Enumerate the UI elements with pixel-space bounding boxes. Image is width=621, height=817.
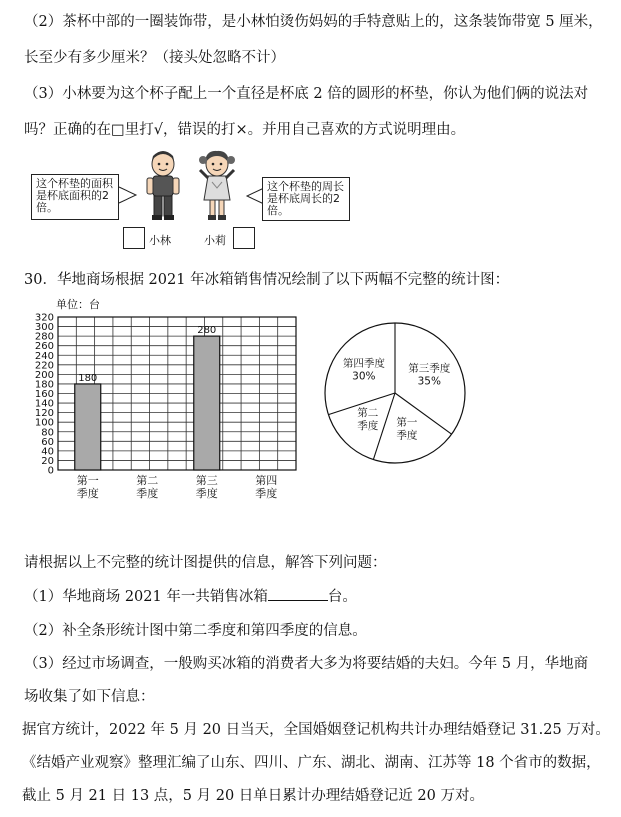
x-tick-label: 第三	[195, 474, 218, 487]
q30-sub1-text-a: （1）华地商场 2021 年一共销售冰箱	[24, 589, 268, 605]
y-tick-label: 240	[34, 350, 54, 362]
y-tick-label: 140	[34, 398, 54, 410]
q30-sub3-line2: 场收集了如下信息：	[24, 689, 155, 705]
y-tick-label: 300	[34, 322, 54, 334]
y-tick-label: 120	[34, 408, 54, 420]
pie-slice-label: 第一	[396, 416, 418, 429]
label-xiaoli: 小莉	[204, 234, 226, 247]
bar	[194, 336, 220, 470]
x-tick-label: 季度	[195, 487, 218, 500]
y-tick-label: 160	[34, 389, 54, 400]
x-tick-label: 第四	[255, 474, 278, 487]
answer-blank[interactable]	[268, 586, 328, 601]
q30-intro: 30．华地商场根据 2021 年冰箱销售情况绘制了以下两幅不完整的统计图：	[24, 272, 510, 288]
bubble-left-line: 倍。	[36, 201, 58, 214]
y-tick-label: 260	[34, 341, 54, 353]
pie-slice-label: 第三季度	[408, 362, 451, 375]
x-tick-label: 季度	[255, 487, 278, 500]
speech-bubble-left	[31, 174, 119, 220]
bubble-right-line: 是杯底周长的2	[267, 192, 340, 205]
y-tick-label: 40	[41, 446, 54, 458]
q30-info2-line1: 《结婚产业观察》整理汇编了山东、四川、广东、湖北、湖南、江苏等 18 个省市的数据，	[22, 755, 601, 771]
pie-slice-label: 35%	[417, 375, 441, 388]
x-tick-label: 季度	[136, 487, 159, 500]
pie-slice-label: 季度	[396, 429, 418, 442]
pie-slice-label: 30%	[352, 370, 376, 383]
y-tick-label: 200	[34, 369, 54, 381]
pie-slice-label: 第四季度	[342, 357, 385, 370]
label-xiaolin: 小林	[149, 234, 171, 247]
y-tick-label: 60	[41, 436, 54, 448]
y-tick-label: 80	[41, 427, 54, 439]
unit-label: 单位：台	[56, 298, 100, 311]
q30-sub2: （2）补全条形统计图中第二季度和第四季度的信息。	[24, 623, 367, 639]
girl-figure-icon	[197, 150, 237, 222]
speech-bubble-right	[262, 177, 350, 221]
bar-data-label: 180	[78, 372, 98, 384]
q30-info1: 据官方统计，2022 年 5 月 20 日当天，全国婚姻登记机构共计办理结婚登记 31.25 万对。	[22, 722, 610, 738]
y-tick-label: 320	[34, 312, 54, 324]
y-tick-label: 220	[34, 360, 54, 372]
q30-sub1	[24, 585, 357, 606]
q29-part2-line1: （2）茶杯中部的一圈装饰带，是小林怕烫伤妈妈的手特意贴上的，这条装饰带宽 5 厘米，	[24, 14, 603, 30]
q30-info2-line2: 截止 5 月 21 日 13 点，5 月 20 日单日累计办理结婚登记近 20 万对。	[22, 788, 484, 804]
bubble-left-line: 这个杯垫的面积	[36, 177, 113, 190]
pie-slice-label: 第二	[357, 407, 379, 420]
y-tick-label: 20	[41, 455, 54, 467]
q30-sub3-line1: （3）经过市场调查，一般购买冰箱的消费者大多为将要结婚的夫妇。今年 5 月，华地商	[24, 656, 589, 672]
q29-part2-line2: 长至少有多少厘米？（接头处忽略不计）	[24, 50, 285, 66]
bar-chart	[20, 292, 310, 512]
bubble-right-line: 这个杯垫的周长	[267, 180, 344, 193]
bubble-left-tail	[118, 185, 140, 207]
bubble-right-line: 倍。	[267, 204, 289, 217]
pie-chart	[320, 318, 470, 468]
y-tick-label: 0	[47, 465, 54, 477]
y-tick-label: 100	[34, 417, 54, 429]
y-tick-label: 280	[34, 331, 54, 343]
q30-sub1-text-b: 台。	[327, 589, 357, 605]
checkbox-xiaolin[interactable]	[123, 227, 145, 249]
boy-figure-icon	[143, 150, 183, 222]
bar-data-label: 280	[197, 325, 217, 337]
q30-prompt: 请根据以上不完整的统计图提供的信息，解答下列问题：	[24, 555, 387, 571]
x-tick-label: 第一	[76, 474, 99, 487]
y-tick-label: 180	[34, 379, 54, 391]
x-tick-label: 季度	[76, 487, 99, 500]
bar	[75, 384, 101, 470]
q29-part3-line2: 吗？正确的在□里打√，错误的打×。并用自己喜欢的方式说明理由。	[24, 122, 466, 138]
x-tick-label: 第二	[136, 474, 159, 487]
pie-slice-label: 季度	[357, 420, 379, 433]
checkbox-xiaoli[interactable]	[233, 227, 255, 249]
bubble-left-line: 是杯底面积的2	[36, 189, 109, 202]
q29-part3-line1: （3）小林要为这个杯子配上一个直径是杯底 2 倍的圆形的杯垫，你认为他们俩的说法对	[24, 86, 589, 102]
